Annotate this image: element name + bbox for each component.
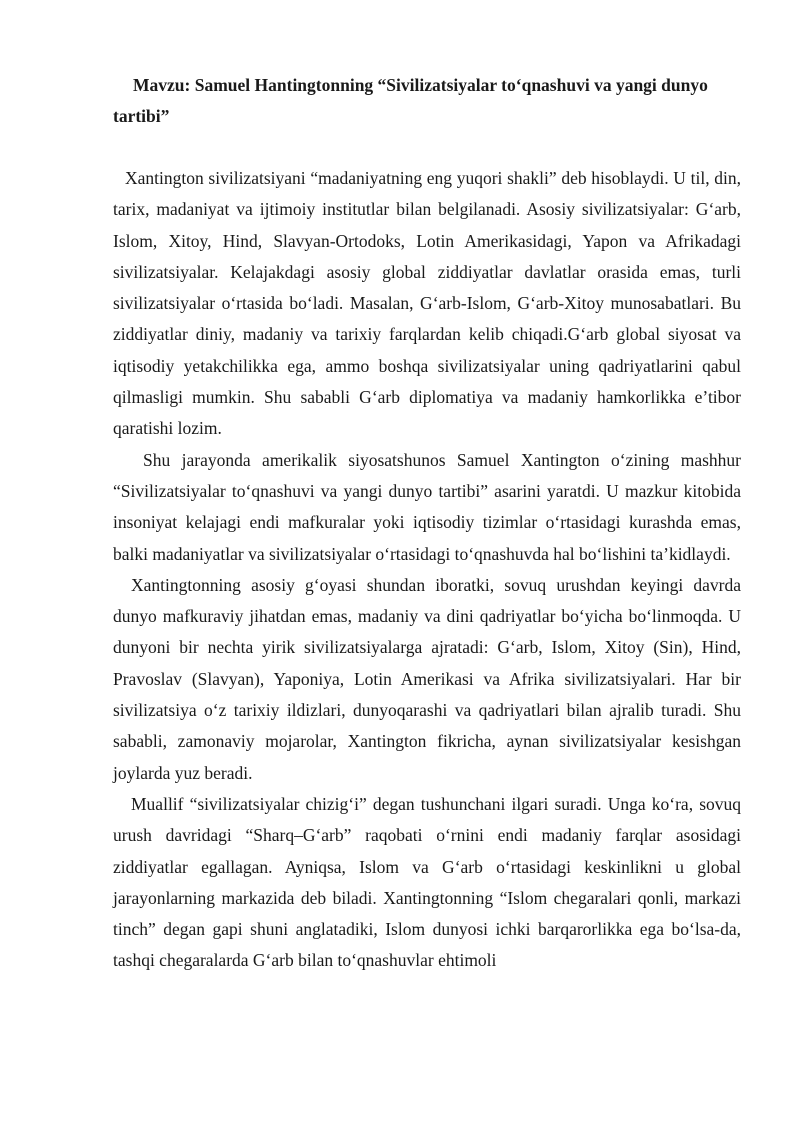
paragraph-2: Shu jarayonda amerikalik siyosatshunos Samuel Xantington o‘zining mashhur “Sivilizatsiyalar to‘qnashuvi va yangi dunyo tartibi” asarini yaratdi. U mazkur kitobida insoniyat kelajagi endi mafkuralar yoki iqtisodiy tizimlar o‘rtasidagi kurashda emas, balki madaniyatlar va sivilizatsiyalar o‘rtasidagi to‘qnashuvda hal bo‘lishini ta’kidlaydi. (113, 449, 741, 564)
paragraph-4: Muallif “sivilizatsiyalar chizig‘i” degan tushunchani ilgari suradi. Unga ko‘ra, sovuq urush davridagi “Sharq–G‘arb” raqobati o‘rnini endi madaniy farqlar asosidagi ziddiyatlar egallagan. Ayniqsa, Islom va G‘arb o‘rtasidagi keskinlikni u global jarayonlarning markazida deb biladi. Xantingtonning “Islom chegaralari qonli, markazi tinch” degan gapi shuni anglatadiki, Islom dunyosi ichki barqarorlikka ega bo‘lsa-da, tashqi chegaralarda G‘arb bilan to‘qnashuvlar ehtimoli (113, 793, 741, 971)
paragraph-1: Xantington sivilizatsiyani “madaniyatning eng yuqori shakli” deb hisoblaydi. U til, din, tarix, madaniyat va ijtimoiy institutlar bilan belgilanadi. Asosiy sivilizatsiyalar: G‘arb, Islom, Xitoy, Hind, Slavyan-Ortodoks, Lotin Amerikasidagi, Yapon va Afrikadagi sivilizatsiyalar. Kelajakdagi asosiy global ziddiyatlar davlatlar orasida emas, turli sivilizatsiyalar o‘rtasida bo‘ladi. Masalan, G‘arb-Islom, G‘arb-Xitoy munosabatlari. Bu ziddiyatlar diniy, madaniy va tarixiy farqlardan kelib chiqadi.G‘arb global siyosat va iqtisodiy yetakchilikka ega, ammo boshqa sivilizatsiyalar uning qadriyatlarini qabul qilmasligi mumkin. Shu sababli G‘arb diplomatiya va madaniy hamkorlikka e’tibor qaratishi lozim. (113, 168, 741, 439)
title-spacer (113, 132, 741, 163)
paragraph-3: Xantingtonning asosiy g‘oyasi shundan iboratki, sovuq urushdan keyingi davrda dunyo mafkuraviy jihatdan emas, madaniy va dini qadriyatlar bo‘yicha bo‘linmoqda. U dunyoni bir nechta yirik sivilizatsiyalarga ajratadi: G‘arb, Islom, Xitoy (Sin), Hind, Pravoslav (Slavyan), Yaponiya, Lotin Amerikasi va Afrika sivilizatsiyalari. Har bir sivilizatsiya o‘z tarixiy ildizlari, dunyoqarashi va qadriyatlari bilan ajralib turadi. Shu sababli, zamonaviy mojarolar, Xantington fikricha, aynan sivilizatsiyalar kesishgan joylarda yuz beradi. (113, 574, 741, 783)
document-title: Mavzu: Samuel Hantingtonning “Sivilizatsiyalar to‘qnashuvi va yangi dunyo tartibi” (113, 75, 708, 126)
document-page (113, 70, 741, 977)
